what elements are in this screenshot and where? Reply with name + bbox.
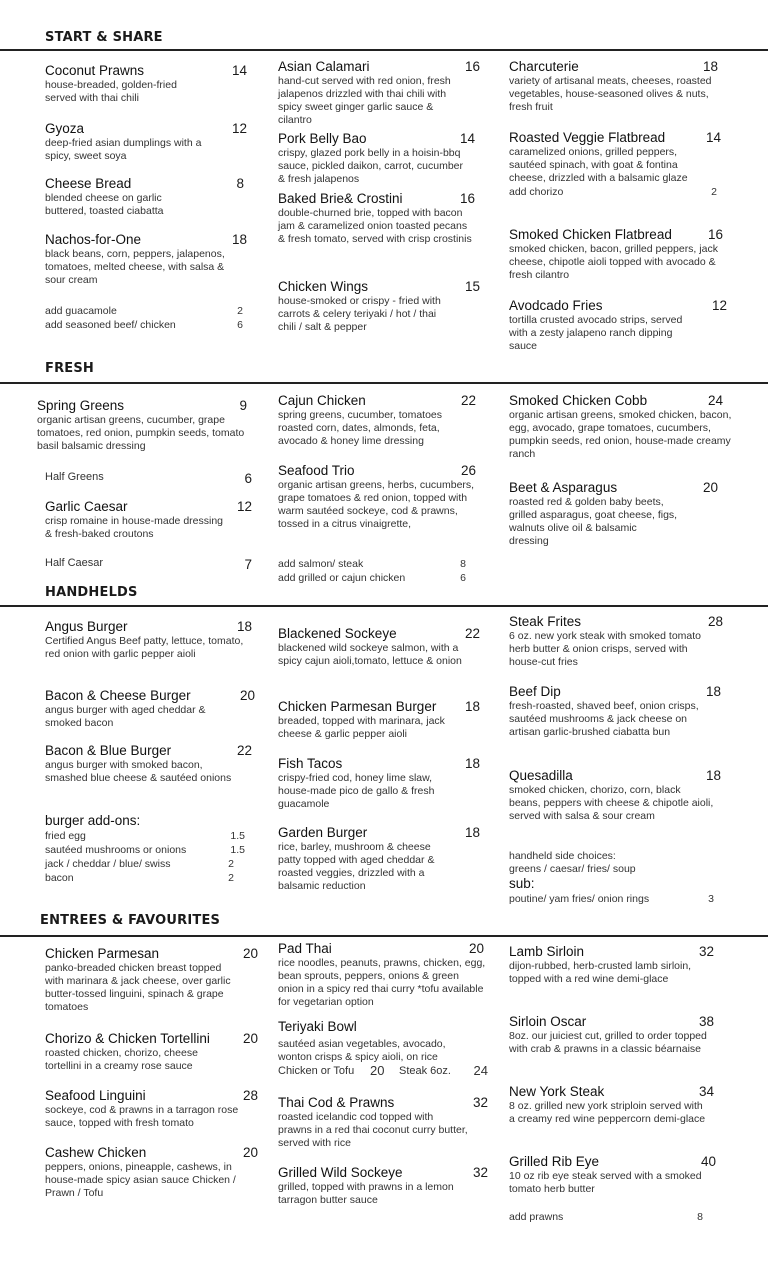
addon-row (45, 318, 243, 332)
addon-row (45, 871, 234, 885)
item-price: 40 (700, 1154, 716, 1169)
item-description: 10 oz rib eye steak served with a smoked tomato herb butter (509, 1170, 702, 1195)
option-label: Chicken or Tofu (278, 1065, 355, 1077)
menu-item (278, 393, 478, 463)
menu-item (278, 825, 483, 893)
item-name: Fish Tacos (278, 756, 343, 771)
item-name: Charcuterie (509, 59, 579, 74)
item-name: Sirloin Oscar (509, 1014, 587, 1029)
item-name: Smoked Chicken Cobb (509, 393, 648, 408)
item-name: Baked Brie& Crostini (278, 191, 403, 206)
item-name: Beet & Asparagus (509, 480, 618, 495)
item-name: Angus Burger (45, 619, 128, 634)
item-description: smoked chicken, chorizo, corn, black beans, peppers with cheese & chipotle aioli, served with salsa & sour cream (509, 784, 714, 822)
menu-item (37, 499, 252, 557)
menu-item (509, 944, 714, 1014)
item-name: Smoked Chicken Flatbread (509, 227, 672, 242)
item-description: sautéed asian vegetables, avocado, wonton crisps & spicy aioli, on rice (278, 1038, 446, 1063)
section-title-handhelds: HANDHELDS (45, 585, 138, 600)
fresh-col-3 (509, 393, 732, 548)
addon-row (45, 857, 234, 871)
menu-item (278, 1165, 488, 1207)
menu-item (278, 131, 483, 191)
item-description: black beans, corn, peppers, jalapenos, tomatoes, melted cheese, with salsa & sour cream (45, 248, 225, 286)
addon-row (45, 829, 245, 843)
item-name: Pad Thai (278, 941, 332, 956)
item-price: 38 (698, 1014, 714, 1029)
item-price: 20 (242, 1031, 258, 1046)
option-label: Steak 6oz. (399, 1065, 451, 1077)
item-description: 8 oz. grilled new york striploin served with a creamy red wine peppercorn demi-glace (509, 1100, 706, 1125)
menu-item (278, 191, 483, 279)
addon-label: jack / cheddar / blue/ swiss (45, 858, 171, 870)
item-price: 7 (244, 557, 252, 572)
addon-label: add seasoned beef/ chicken (45, 319, 176, 331)
item-description: fresh-roasted, shaved beef, onion crisps, sautéed mushrooms & jack cheese on artisan garlic-brushed ciabatta bun (509, 700, 699, 738)
item-description: organic artisan greens, smoked chicken, bacon, egg, avocado, grape tomatoes, cucumbers, pumpkin seeds, red onion, house-made creamy ranch (509, 409, 732, 460)
menu-item (509, 393, 732, 480)
addon-label: sautéed mushrooms or onions (45, 844, 187, 856)
menu-item (509, 768, 721, 850)
item-description: house-breaded, golden-fried served with thai chili (45, 79, 177, 104)
item-price: 12 (236, 499, 252, 514)
menu-item (278, 59, 483, 131)
item-price: 12 (711, 298, 727, 313)
fresh-col-2 (278, 393, 478, 585)
side-choices: greens / caesar/ fries/ soup (509, 863, 636, 875)
item-description: roasted red & golden baby beets, grilled asparagus, goat cheese, figs, walnuts olive oil & balsamic dressing (509, 496, 678, 547)
item-name: Grilled Wild Sockeye (278, 1165, 403, 1180)
item-description: blended cheese on garlic buttered, toasted ciabatta (45, 192, 164, 217)
section-divider (0, 935, 768, 937)
item-description: sockeye, cod & prawns in a tarragon rose sauce, topped with fresh tomato (45, 1104, 239, 1129)
menu-item (509, 480, 721, 548)
addon-price: 1.5 (230, 844, 245, 856)
item-name: Garden Burger (278, 825, 368, 840)
item-price: 20 (239, 688, 255, 703)
option-price: 24 (473, 1063, 488, 1078)
item-name: Garlic Caesar (45, 499, 128, 514)
menu-item (37, 557, 252, 570)
menu-item (45, 688, 255, 743)
item-name: Chicken Parmesan Burger (278, 699, 437, 714)
section-title-entrees: ENTREES & FAVOURITES (40, 913, 221, 928)
menu-item (278, 1019, 488, 1095)
item-name: Beef Dip (509, 684, 561, 699)
item-name: Quesadilla (509, 768, 573, 783)
option-row (278, 1064, 488, 1078)
item-price: 28 (707, 614, 723, 629)
item-name: Grilled Rib Eye (509, 1154, 600, 1169)
menu-item (45, 619, 255, 688)
item-price: 32 (472, 1165, 488, 1180)
item-price: 18 (231, 232, 247, 247)
item-description: rice, barley, mushroom & cheese patty topped with aged cheddar & roasted veggies, drizzled with a balsamic reduction (278, 841, 435, 892)
menu-item (37, 471, 252, 499)
item-price: 9 (239, 398, 247, 413)
menu-item (45, 1145, 258, 1200)
item-price: 18 (236, 619, 252, 634)
item-price: 18 (464, 756, 480, 771)
addon-label: bacon (45, 872, 74, 884)
item-price: 16 (459, 191, 475, 206)
item-name: Thai Cod & Prawns (278, 1095, 395, 1110)
item-description: spring greens, cucumber, tomatoes roasted corn, dates, almonds, feta, avocado & honey lime dressing (278, 409, 443, 447)
item-name: Spring Greens (37, 398, 125, 413)
item-name: Seafood Linguini (45, 1088, 146, 1103)
item-description: rice noodles, peanuts, prawns, chicken, egg, bean sprouts, peppers, onions & green onion in a spicy red thai curry *tofu available for vegetarian option (278, 957, 486, 1008)
menu-item (278, 699, 483, 756)
item-name: Chicken Wings (278, 279, 369, 294)
item-description: peppers, onions, pineapple, cashews, in house-made spicy asian sauce Chicken / Prawn / Tofu (45, 1161, 236, 1199)
item-description: variety of artisanal meats, cheeses, roasted vegetables, house-seasoned olives & nuts, fresh fruit (509, 75, 712, 113)
item-description: crispy-fried cod, honey lime slaw, house-made pico de gallo & fresh guacamole (278, 772, 435, 810)
menu-item (45, 121, 247, 176)
item-price: 20 (242, 1145, 258, 1160)
item-description: blackened wild sockeye salmon, with a spicy cajun aioli,tomato, lettuce & onion (278, 642, 462, 667)
menu-item (45, 63, 247, 121)
start-col-1 (45, 63, 247, 332)
addon-price: 8 (460, 558, 466, 570)
item-name: Bacon & Blue Burger (45, 743, 172, 758)
addon-price: 6 (237, 319, 243, 331)
item-price: 28 (242, 1088, 258, 1103)
item-price: 26 (460, 463, 476, 478)
menu-item (45, 176, 247, 232)
item-name: Bacon & Cheese Burger (45, 688, 191, 703)
item-name: Half Greens (45, 471, 104, 483)
item-price: 15 (464, 279, 480, 294)
start-col-3 (509, 59, 727, 353)
item-price: 16 (707, 227, 723, 242)
item-name: Chicken Parmesan (45, 946, 160, 961)
item-price: 18 (705, 684, 721, 699)
menu-item (509, 130, 721, 227)
item-name: Blackened Sockeye (278, 626, 397, 641)
addon-row (509, 1210, 703, 1224)
menu-item (278, 756, 483, 825)
item-price: 18 (464, 825, 480, 840)
menu-item (509, 227, 721, 298)
menu-item (45, 1031, 258, 1088)
menu-item (509, 1014, 714, 1084)
item-description: double-churned brie, topped with bacon jam & caramelized onion toasted pecans & fresh tomato, served with crisp crostinis (278, 207, 472, 245)
addon-price: 2 (228, 872, 234, 884)
addon-label: add prawns (509, 1211, 564, 1223)
menu-item (278, 626, 483, 699)
addon-row (509, 185, 717, 199)
item-price: 6 (244, 471, 252, 486)
item-price: 34 (698, 1084, 714, 1099)
addon-label: add grilled or cajun chicken (278, 572, 406, 584)
menu-item (278, 941, 488, 1019)
handhelds-col-1 (45, 619, 255, 885)
item-description: organic artisan greens, cucumber, grape tomatoes, red onion, pumpkin seeds, tomato basil balsamic dressing (37, 414, 245, 452)
item-price: 22 (464, 626, 480, 641)
item-name: Avodcado Fries (509, 298, 603, 313)
item-description: tortilla crusted avocado strips, served with a zesty jalapeno ranch dipping sauce (509, 314, 683, 352)
menu-item (509, 1154, 714, 1210)
item-name: Half Caesar (45, 557, 104, 569)
menu-item (509, 298, 727, 353)
item-description: panko-breaded chicken breast topped with marinara & jack cheese, over garlic butter-tossed linguini, spinach & grape tomatoes (45, 962, 231, 1013)
entrees-col-3 (509, 944, 714, 1224)
entrees-col-1 (45, 946, 258, 1200)
item-description: caramelized onions, grilled peppers, sautéed spinach, with goat & fontina cheese, drizzled with a balsamic glaze (509, 146, 688, 184)
addon-row (278, 557, 466, 571)
item-name: Cheese Bread (45, 176, 132, 191)
item-description: organic artisan greens, herbs, cucumbers, grape tomatoes & red onion, topped with warm sautéed sockeye, cod & prawns, tossed in a citrus vinaigrette, (278, 479, 475, 530)
menu-item (45, 946, 258, 1031)
addon-label: add guacamole (45, 305, 117, 317)
item-price: 16 (464, 59, 480, 74)
item-price: 20 (468, 941, 484, 956)
item-name: Cashew Chicken (45, 1145, 147, 1160)
item-name: Pork Belly Bao (278, 131, 367, 146)
item-description: deep-fried asian dumplings with a spicy, sweet soya (45, 137, 202, 162)
item-description: angus burger with smoked bacon, smashed blue cheese & sautéed onions (45, 759, 232, 784)
item-name: Gyoza (45, 121, 85, 136)
section-title-start-share: START & SHARE (45, 30, 163, 45)
addon-label: fried egg (45, 830, 86, 842)
item-price: 8 (236, 176, 244, 191)
menu-item (45, 232, 247, 304)
item-price: 32 (472, 1095, 488, 1110)
item-price: 20 (242, 946, 258, 961)
addons-heading: burger add-ons: (45, 813, 141, 828)
item-name: Chorizo & Chicken Tortellini (45, 1031, 210, 1046)
addon-price: 2 (228, 858, 234, 870)
fresh-col-1 (37, 398, 252, 570)
section-divider (0, 49, 768, 51)
item-description: grilled, topped with prawns in a lemon tarragon butter sauce (278, 1181, 454, 1206)
addon-price: 6 (460, 572, 466, 584)
item-name: Seafood Trio (278, 463, 355, 478)
item-price: 18 (705, 768, 721, 783)
item-description: 8oz. our juiciest cut, grilled to order topped with crab & prawns in a classic béarnaise (509, 1030, 707, 1055)
item-description: house-smoked or crispy - fried with carrots & celery teriyaki / hot / thai chili / salt & pepper (278, 295, 441, 333)
sub-price: 3 (708, 893, 714, 905)
item-description: roasted icelandic cod topped with prawns in a red thai coconut curry butter, served with rice (278, 1111, 468, 1149)
item-price: 14 (231, 63, 247, 78)
addon-row (45, 843, 245, 857)
item-price: 14 (459, 131, 475, 146)
addon-label: add chorizo (509, 186, 564, 198)
sub-row (509, 892, 714, 906)
menu-item (278, 1095, 488, 1165)
handhelds-col-2 (278, 626, 483, 893)
item-description: dijon-rubbed, herb-crusted lamb sirloin, topped with a red wine demi-glace (509, 960, 692, 985)
addon-label: add salmon/ steak (278, 558, 364, 570)
item-description: hand-cut served with red onion, fresh jalapenos drizzled with thai chili with spicy sweet ginger garlic sauce & cilantro (278, 75, 451, 126)
section-divider (0, 382, 768, 384)
addon-price: 1.5 (230, 830, 245, 842)
addon-row (278, 571, 466, 585)
handhelds-col-3 (509, 614, 721, 906)
item-price: 18 (702, 59, 718, 74)
menu-item (278, 279, 483, 334)
item-price: 22 (236, 743, 252, 758)
menu-item (45, 1088, 258, 1145)
item-description: crispy, glazed pork belly in a hoisin-bbq sauce, pickled daikon, carrot, cucumber & fresh jalapenos (278, 147, 464, 185)
menu-item (37, 398, 252, 471)
item-description: roasted chicken, chorizo, cheese tortellini in a creamy rose sauce (45, 1047, 198, 1072)
item-description: 6 oz. new york steak with smoked tomato herb butter & onion crisps, served with house-cut fries (509, 630, 701, 668)
item-description: breaded, topped with marinara, jack cheese & garlic pepper aioli (278, 715, 445, 740)
start-col-2 (278, 59, 483, 334)
item-description: angus burger with aged cheddar & smoked bacon (45, 704, 206, 729)
item-price: 18 (464, 699, 480, 714)
item-name: New York Steak (509, 1084, 605, 1099)
menu-item (45, 743, 255, 813)
item-name: Coconut Prawns (45, 63, 145, 78)
addon-row (45, 304, 243, 318)
section-divider (0, 605, 768, 607)
item-price: 32 (698, 944, 714, 959)
item-price: 12 (231, 121, 247, 136)
menu-item (509, 1084, 714, 1154)
item-price: 20 (702, 480, 718, 495)
item-price: 14 (705, 130, 721, 145)
option-price: 20 (370, 1063, 385, 1078)
item-description: smoked chicken, bacon, grilled peppers, jack cheese, chipotle aioli topped with avocado & fresh cilantro (509, 243, 718, 281)
menu-item (278, 463, 478, 557)
item-name: Teriyaki Bowl (278, 1019, 357, 1034)
item-name: Lamb Sirloin (509, 944, 585, 959)
addon-price: 2 (711, 186, 717, 198)
item-name: Steak Frites (509, 614, 582, 629)
item-name: Roasted Veggie Flatbread (509, 130, 666, 145)
item-name: Nachos-for-One (45, 232, 142, 247)
addon-price: 8 (697, 1211, 703, 1223)
item-name: Cajun Chicken (278, 393, 366, 408)
menu-item (509, 614, 721, 684)
item-price: 24 (707, 393, 723, 408)
section-title-fresh: FRESH (45, 361, 95, 376)
item-price: 22 (460, 393, 476, 408)
sub-label: poutine/ yam fries/ onion rings (509, 893, 650, 905)
addon-price: 2 (237, 305, 243, 317)
menu-item (509, 684, 721, 768)
item-description: crisp romaine in house-made dressing & fresh-baked croutons (45, 515, 224, 540)
side-choices-heading: handheld side choices: (509, 850, 616, 862)
menu-item (509, 59, 721, 130)
item-description: Certified Angus Beef patty, lettuce, tomato, red onion with garlic pepper aioli (45, 635, 244, 660)
item-name: Asian Calamari (278, 59, 370, 74)
sub-heading: sub: (509, 876, 535, 891)
entrees-col-2 (278, 941, 488, 1207)
